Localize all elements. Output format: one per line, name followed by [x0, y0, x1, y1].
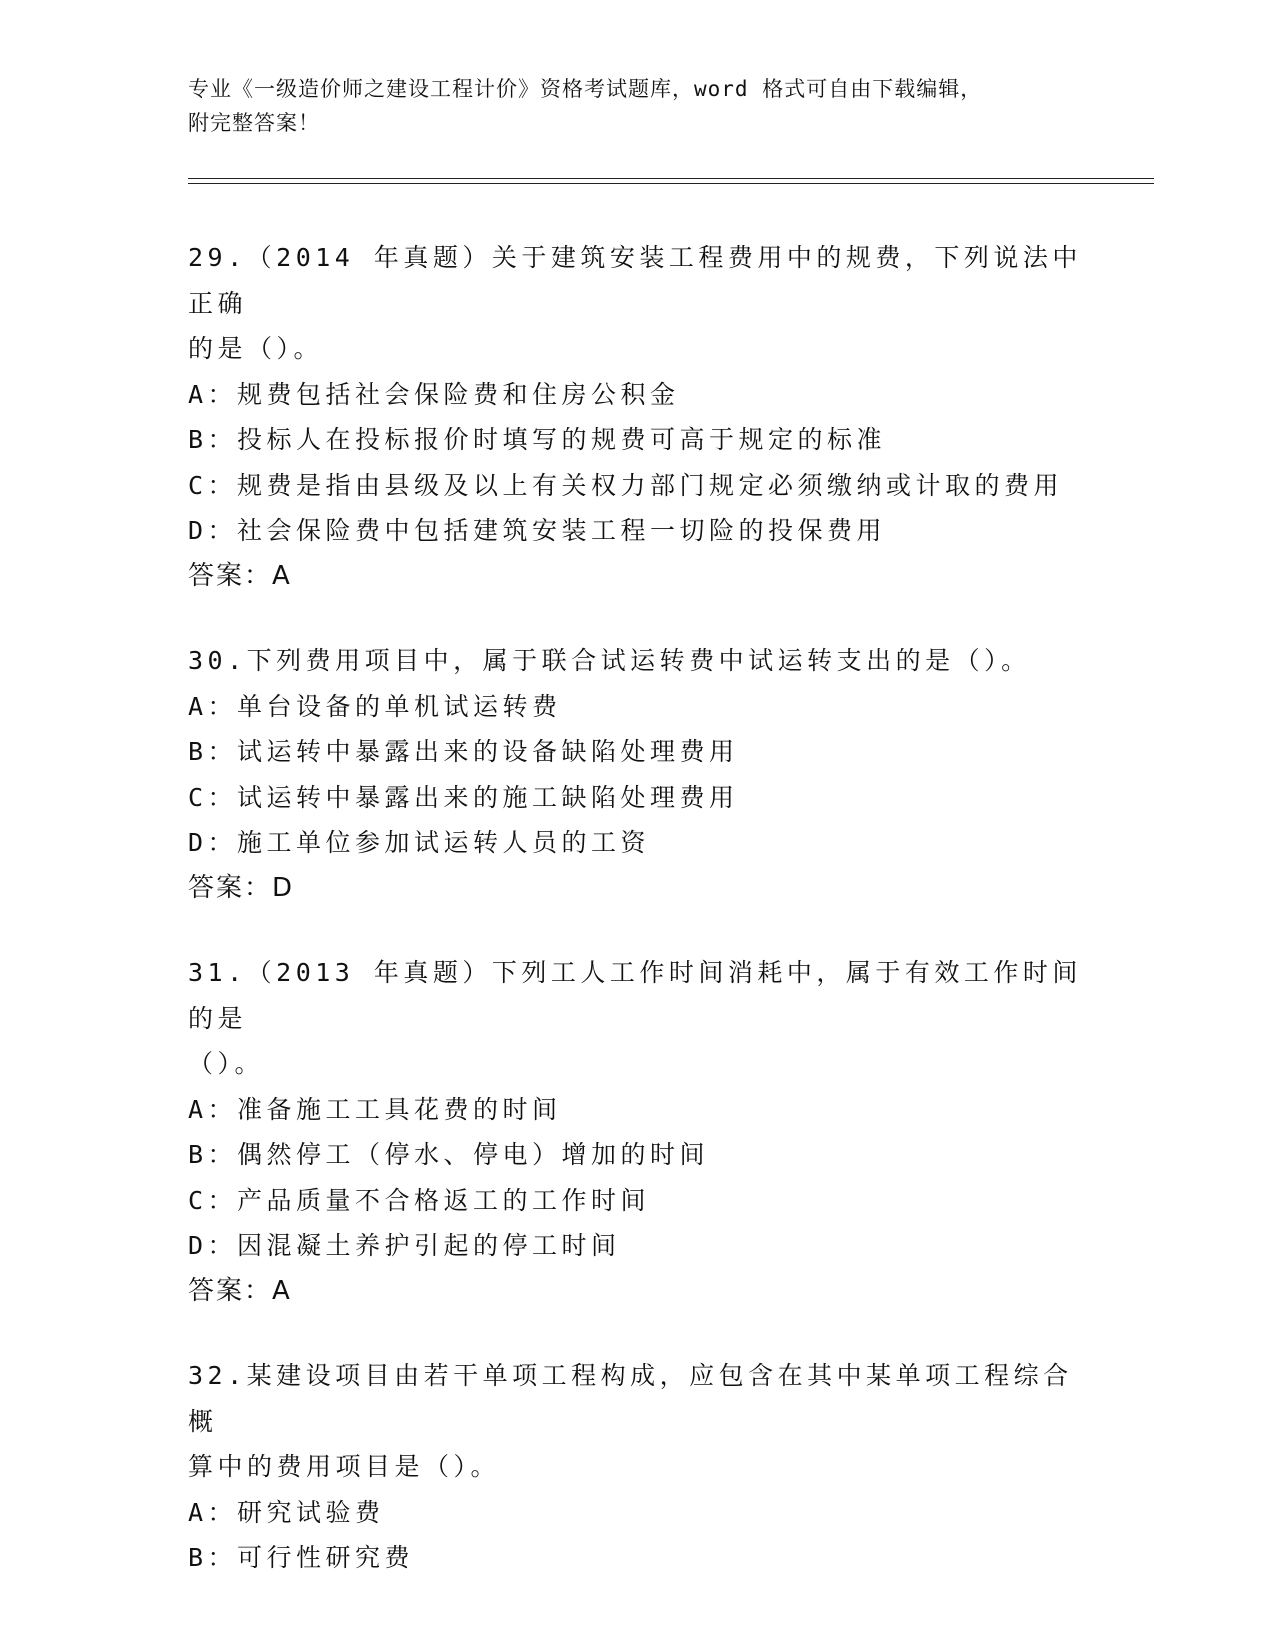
option-b: B：投标人在投标报价时填写的规费可高于规定的标准: [188, 425, 887, 454]
option-a: A：单台设备的单机试运转费: [188, 691, 562, 721]
option-c: C：试运转中暴露出来的施工缺陷处理费用: [188, 782, 739, 812]
question-stem-line: 31.（2013 年真题）下列工人工作时间消耗中，属于有效工作时间的是: [188, 958, 1082, 1033]
option-c: C：产品质量不合格返工的工作时间: [188, 1185, 651, 1215]
header-line-2: 附完整答案！: [188, 111, 320, 135]
question-32: [188, 1353, 1088, 1581]
question-31: [188, 950, 1088, 1314]
question-list: [188, 235, 1088, 1620]
answer-line: 答案：D: [188, 872, 295, 903]
option-c: C：规费是指由县级及以上有关权力部门规定必须缴纳或计取的费用: [188, 470, 1064, 500]
answer-line: 答案：A: [188, 1275, 292, 1306]
question-stem-line: 29.（2014 年真题）关于建筑安装工程费用中的规费，下列说法中正确: [188, 243, 1082, 318]
answer-line: 答案：A: [188, 560, 292, 591]
question-stem-line: 算中的费用项目是（）。: [188, 1452, 501, 1481]
question-stem-line: 32.某建设项目由若干单项工程构成，应包含在其中某单项工程综合概: [188, 1361, 1073, 1436]
option-a: A：研究试验费: [188, 1497, 385, 1527]
question-30: [188, 638, 1088, 911]
question-stem-line: （）。: [188, 1049, 265, 1078]
option-b: B：试运转中暴露出来的设备缺陷处理费用: [188, 737, 739, 766]
question-stem-line: 的是（）。: [188, 334, 324, 363]
option-b: B：偶然停工（停水、停电）增加的时间: [188, 1140, 710, 1169]
option-a: A：规费包括社会保险费和住房公积金: [188, 379, 680, 409]
question-stem-line: 30.下列费用项目中，属于联合试运转费中试运转支出的是（）。: [188, 646, 1031, 675]
option-b: B：可行性研究费: [188, 1543, 415, 1572]
header-line-1: 专业《一级造价师之建设工程计价》资格考试题库，word 格式可自由下载编辑，: [188, 77, 983, 101]
option-d: D：社会保险费中包括建筑安装工程一切险的投保费用: [188, 516, 887, 545]
option-d: D：因混凝土养护引起的停工时间: [188, 1231, 621, 1260]
question-29: [188, 235, 1088, 599]
document-header: [188, 72, 1088, 140]
option-a: A：准备施工工具花费的时间: [188, 1094, 562, 1124]
header-divider-bottom: [188, 183, 1154, 184]
option-d: D：施工单位参加试运转人员的工资: [188, 828, 651, 857]
header-divider-top: [188, 178, 1154, 179]
